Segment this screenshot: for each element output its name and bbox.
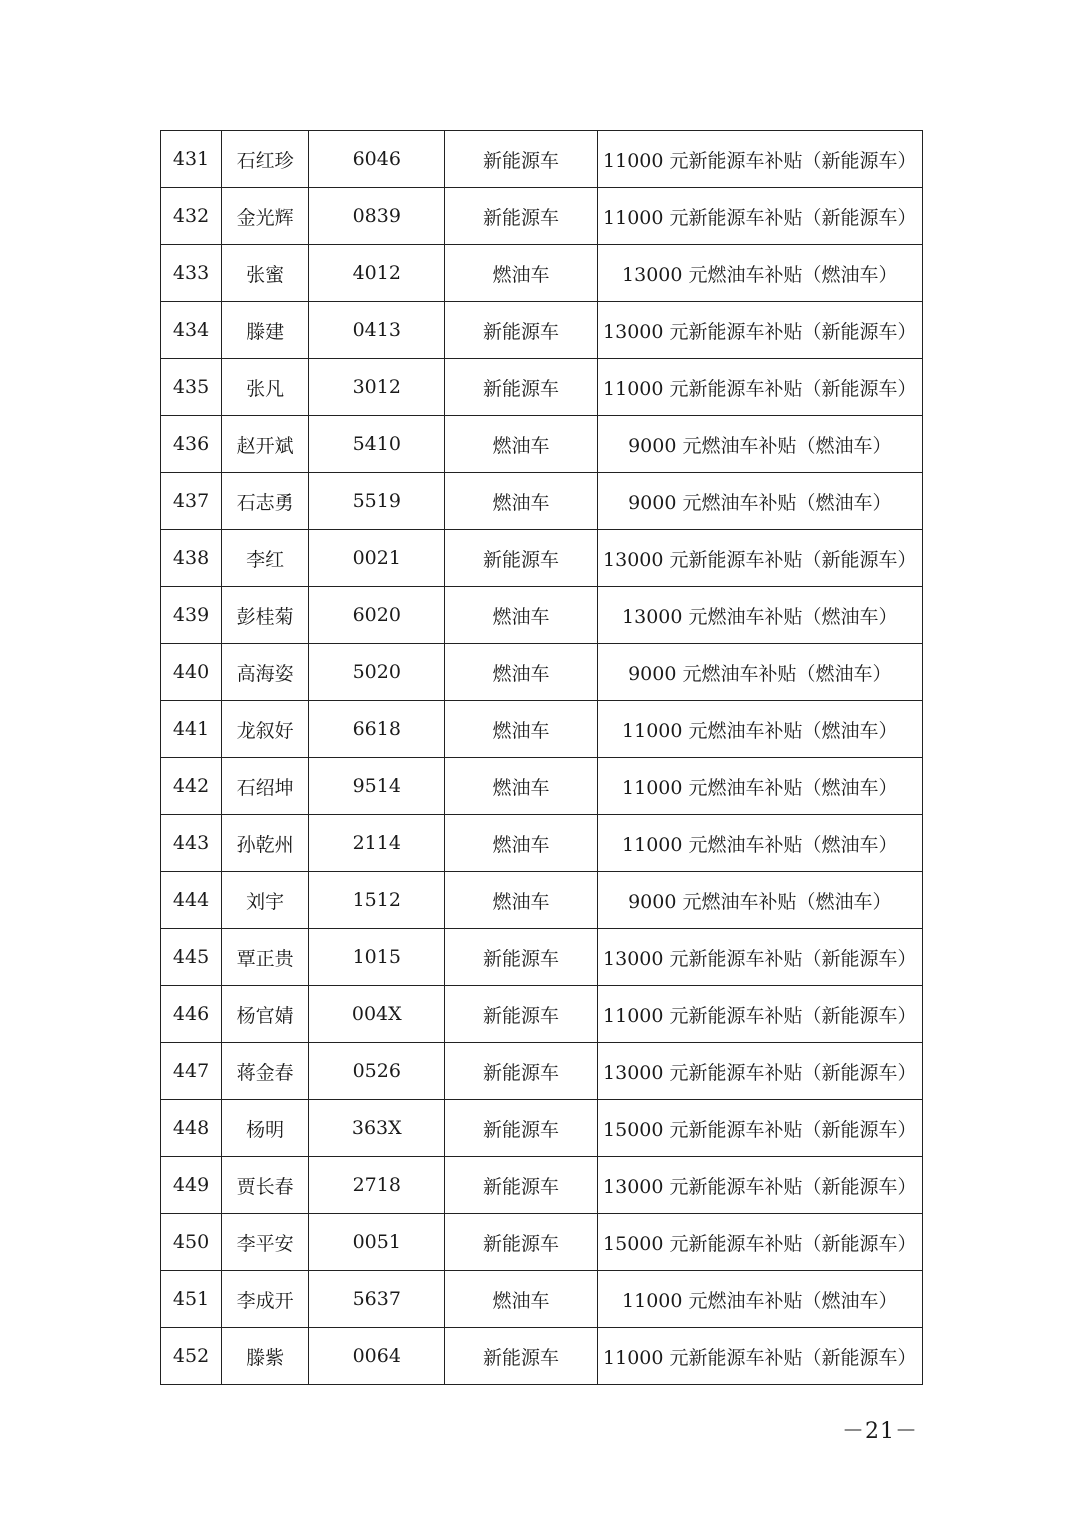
cell-vehicle-type: 新能源车 <box>445 359 597 416</box>
cell-subsidy: 13000 元新能源车补贴（新能源车） <box>597 1043 922 1100</box>
table-row <box>161 188 923 245</box>
table-row <box>161 1043 923 1100</box>
table-body <box>161 131 923 1385</box>
cell-name: 石绍坤 <box>222 758 309 815</box>
subsidy-list-table <box>160 130 923 1385</box>
cell-id-suffix: 0051 <box>309 1214 445 1271</box>
cell-vehicle-type: 新能源车 <box>445 302 597 359</box>
cell-name: 蒋金春 <box>222 1043 309 1100</box>
cell-number: 436 <box>161 416 222 473</box>
cell-id-suffix: 4012 <box>309 245 445 302</box>
cell-name: 李平安 <box>222 1214 309 1271</box>
table-row <box>161 131 923 188</box>
cell-name: 李成开 <box>222 1271 309 1328</box>
cell-name: 滕建 <box>222 302 309 359</box>
table-row <box>161 758 923 815</box>
cell-vehicle-type: 燃油车 <box>445 644 597 701</box>
table-row <box>161 701 923 758</box>
cell-name: 孙乾州 <box>222 815 309 872</box>
table-row <box>161 245 923 302</box>
table-row <box>161 1328 923 1385</box>
cell-number: 442 <box>161 758 222 815</box>
cell-subsidy: 11000 元新能源车补贴（新能源车） <box>597 131 922 188</box>
table-row <box>161 416 923 473</box>
cell-number: 435 <box>161 359 222 416</box>
cell-number: 444 <box>161 872 222 929</box>
cell-name: 李红 <box>222 530 309 587</box>
cell-vehicle-type: 新能源车 <box>445 929 597 986</box>
cell-name: 张凡 <box>222 359 309 416</box>
cell-vehicle-type: 燃油车 <box>445 473 597 530</box>
cell-vehicle-type: 燃油车 <box>445 245 597 302</box>
cell-name: 刘宇 <box>222 872 309 929</box>
cell-subsidy: 15000 元新能源车补贴（新能源车） <box>597 1214 922 1271</box>
page-number: －21－ <box>842 1419 918 1444</box>
cell-subsidy: 9000 元燃油车补贴（燃油车） <box>597 473 922 530</box>
table-row <box>161 302 923 359</box>
cell-number: 434 <box>161 302 222 359</box>
cell-number: 452 <box>161 1328 222 1385</box>
cell-number: 439 <box>161 587 222 644</box>
cell-id-suffix: 9514 <box>309 758 445 815</box>
cell-name: 石志勇 <box>222 473 309 530</box>
table-row <box>161 644 923 701</box>
cell-number: 445 <box>161 929 222 986</box>
cell-number: 446 <box>161 986 222 1043</box>
table-row <box>161 587 923 644</box>
cell-name: 金光辉 <box>222 188 309 245</box>
table-row <box>161 1157 923 1214</box>
cell-name: 滕紫 <box>222 1328 309 1385</box>
cell-number: 440 <box>161 644 222 701</box>
cell-subsidy: 9000 元燃油车补贴（燃油车） <box>597 416 922 473</box>
cell-name: 杨明 <box>222 1100 309 1157</box>
table-row <box>161 1100 923 1157</box>
cell-vehicle-type: 新能源车 <box>445 1100 597 1157</box>
cell-id-suffix: 5519 <box>309 473 445 530</box>
cell-vehicle-type: 新能源车 <box>445 986 597 1043</box>
cell-number: 437 <box>161 473 222 530</box>
cell-subsidy: 15000 元新能源车补贴（新能源车） <box>597 1100 922 1157</box>
cell-name: 龙叙好 <box>222 701 309 758</box>
cell-id-suffix: 0526 <box>309 1043 445 1100</box>
cell-number: 431 <box>161 131 222 188</box>
cell-id-suffix: 0021 <box>309 530 445 587</box>
cell-id-suffix: 004X <box>309 986 445 1043</box>
cell-name: 赵开斌 <box>222 416 309 473</box>
cell-subsidy: 11000 元新能源车补贴（新能源车） <box>597 986 922 1043</box>
table-row <box>161 473 923 530</box>
table-row <box>161 359 923 416</box>
cell-name: 杨官婧 <box>222 986 309 1043</box>
cell-vehicle-type: 燃油车 <box>445 587 597 644</box>
cell-id-suffix: 5637 <box>309 1271 445 1328</box>
cell-id-suffix: 1512 <box>309 872 445 929</box>
cell-id-suffix: 6618 <box>309 701 445 758</box>
cell-name: 覃正贵 <box>222 929 309 986</box>
cell-name: 彭桂菊 <box>222 587 309 644</box>
cell-id-suffix: 0064 <box>309 1328 445 1385</box>
cell-id-suffix: 6046 <box>309 131 445 188</box>
cell-id-suffix: 2114 <box>309 815 445 872</box>
cell-subsidy: 13000 元新能源车补贴（新能源车） <box>597 530 922 587</box>
table-row <box>161 530 923 587</box>
cell-name: 张蜜 <box>222 245 309 302</box>
cell-number: 450 <box>161 1214 222 1271</box>
cell-vehicle-type: 新能源车 <box>445 188 597 245</box>
cell-vehicle-type: 新能源车 <box>445 1043 597 1100</box>
cell-vehicle-type: 燃油车 <box>445 758 597 815</box>
cell-subsidy: 11000 元燃油车补贴（燃油车） <box>597 758 922 815</box>
table-row <box>161 815 923 872</box>
cell-subsidy: 9000 元燃油车补贴（燃油车） <box>597 644 922 701</box>
cell-vehicle-type: 新能源车 <box>445 1328 597 1385</box>
table-row <box>161 986 923 1043</box>
cell-subsidy: 9000 元燃油车补贴（燃油车） <box>597 872 922 929</box>
table-row <box>161 1214 923 1271</box>
cell-name: 高海姿 <box>222 644 309 701</box>
cell-number: 438 <box>161 530 222 587</box>
cell-vehicle-type: 燃油车 <box>445 701 597 758</box>
cell-number: 441 <box>161 701 222 758</box>
cell-vehicle-type: 新能源车 <box>445 1214 597 1271</box>
cell-number: 432 <box>161 188 222 245</box>
cell-subsidy: 13000 元新能源车补贴（新能源车） <box>597 1157 922 1214</box>
cell-number: 443 <box>161 815 222 872</box>
cell-id-suffix: 6020 <box>309 587 445 644</box>
cell-vehicle-type: 新能源车 <box>445 1157 597 1214</box>
cell-subsidy: 13000 元燃油车补贴（燃油车） <box>597 587 922 644</box>
cell-number: 451 <box>161 1271 222 1328</box>
cell-subsidy: 11000 元新能源车补贴（新能源车） <box>597 1328 922 1385</box>
cell-id-suffix: 2718 <box>309 1157 445 1214</box>
cell-subsidy: 11000 元新能源车补贴（新能源车） <box>597 359 922 416</box>
cell-vehicle-type: 新能源车 <box>445 131 597 188</box>
cell-number: 448 <box>161 1100 222 1157</box>
cell-id-suffix: 363X <box>309 1100 445 1157</box>
cell-vehicle-type: 新能源车 <box>445 530 597 587</box>
table-row <box>161 1271 923 1328</box>
cell-subsidy: 13000 元新能源车补贴（新能源车） <box>597 929 922 986</box>
cell-subsidy: 13000 元新能源车补贴（新能源车） <box>597 302 922 359</box>
cell-vehicle-type: 燃油车 <box>445 416 597 473</box>
cell-subsidy: 11000 元燃油车补贴（燃油车） <box>597 1271 922 1328</box>
table-row <box>161 929 923 986</box>
table-row <box>161 872 923 929</box>
cell-id-suffix: 3012 <box>309 359 445 416</box>
cell-number: 447 <box>161 1043 222 1100</box>
cell-number: 449 <box>161 1157 222 1214</box>
cell-id-suffix: 0839 <box>309 188 445 245</box>
cell-name: 石红珍 <box>222 131 309 188</box>
cell-id-suffix: 1015 <box>309 929 445 986</box>
cell-vehicle-type: 燃油车 <box>445 1271 597 1328</box>
cell-subsidy: 11000 元燃油车补贴（燃油车） <box>597 815 922 872</box>
cell-name: 贾长春 <box>222 1157 309 1214</box>
cell-id-suffix: 5020 <box>309 644 445 701</box>
cell-id-suffix: 0413 <box>309 302 445 359</box>
cell-number: 433 <box>161 245 222 302</box>
cell-subsidy: 11000 元新能源车补贴（新能源车） <box>597 188 922 245</box>
cell-subsidy: 13000 元燃油车补贴（燃油车） <box>597 245 922 302</box>
cell-vehicle-type: 燃油车 <box>445 872 597 929</box>
cell-id-suffix: 5410 <box>309 416 445 473</box>
cell-subsidy: 11000 元燃油车补贴（燃油车） <box>597 701 922 758</box>
cell-vehicle-type: 燃油车 <box>445 815 597 872</box>
